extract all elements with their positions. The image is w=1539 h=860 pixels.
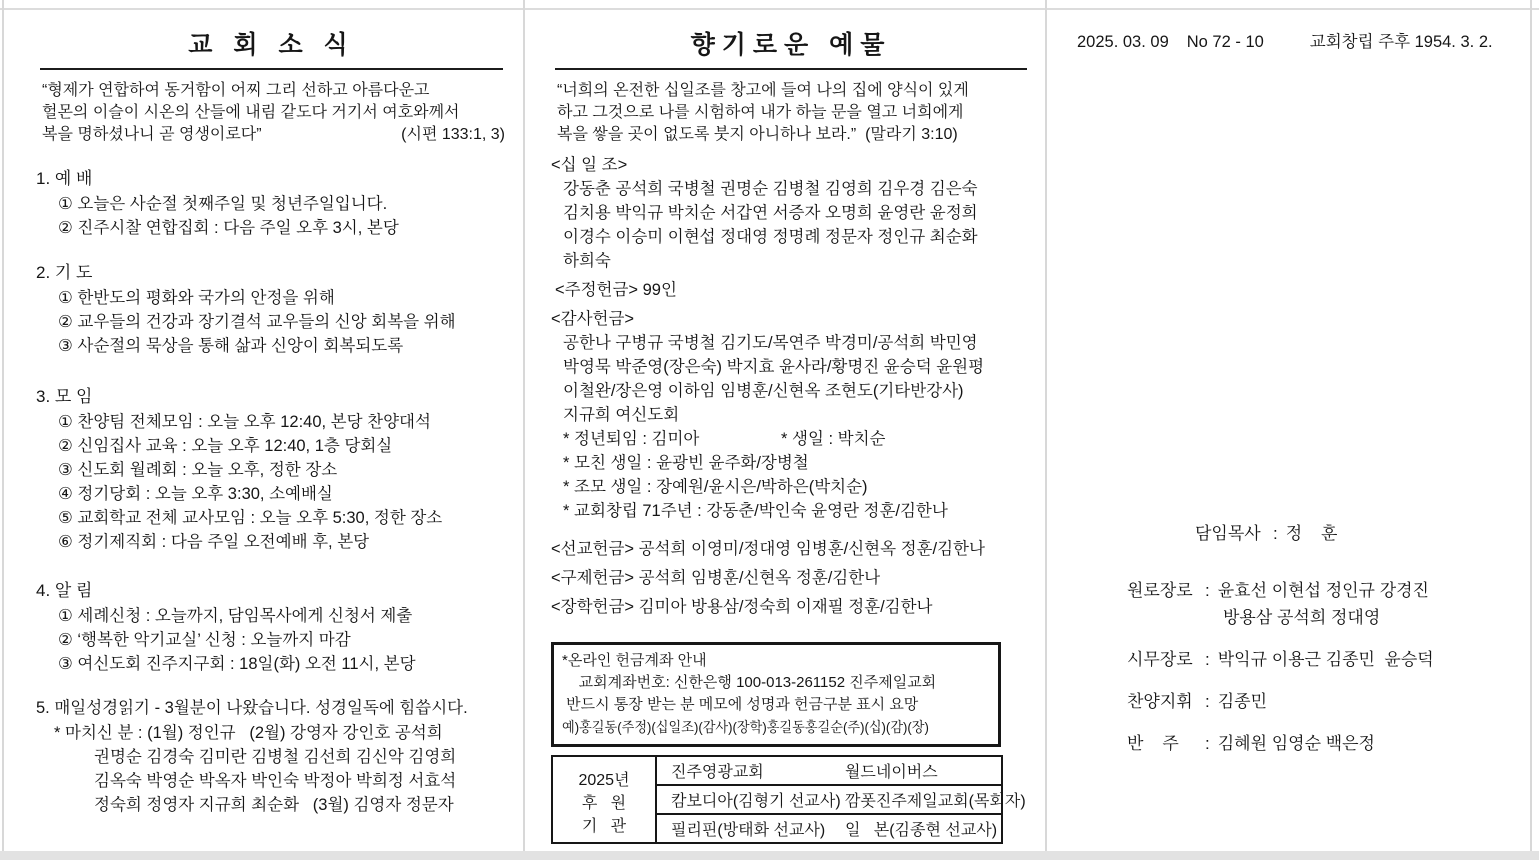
section-heading: 1. 예 배 [36,169,93,188]
malachi-verse [551,80,1031,146]
tithe-names: 강동춘 공석희 국병철 권명순 김병철 김영희 김우경 김은숙 [563,180,978,198]
support-row [656,814,1002,843]
staff-name: 윤효선 이현섭 정인규 강경진 [1217,581,1429,600]
bulletin-header [1077,30,1521,54]
tithe-names: 이경수 이승미 이현섭 정대영 정명례 정문자 정인규 최순화 [563,228,978,246]
thanks-offering-names: 지규희 여신도회 [563,406,680,424]
section-heading: 3. 모 임 [36,387,93,406]
support-row [656,756,1002,785]
church-founded-date: 교회창립 주후 1954. 3. 2. [1309,33,1493,51]
note-retirement: * 정년퇴임 : 김미아 [563,430,700,448]
support-table-header-cell [552,756,656,843]
online-giving-box [551,642,1001,747]
online-giving-title: *온라인 헌금계좌 안내 [562,652,707,669]
bulletin-issue-number: No 72 - 10 [1186,33,1264,51]
support-header-line: 후 원 [581,794,627,812]
support-organizations-table [551,755,1026,844]
section-item: ② ‘행복한 악기교실’ 신청 : 오늘까지 마감 [58,631,351,649]
note-mother-birthday: * 모친 생일 : 윤광빈 윤주화/장병철 [563,454,809,472]
bible-reading-finishers: * 마치신 분 : (1월) 정인규 (2월) 강영자 강인호 공석희 [54,724,443,742]
support-org: 일 본(김종현 선교사) [844,822,998,839]
relief-offering: <구제헌금> 공석희 임병훈/신현옥 정훈/김한나 [551,569,881,587]
support-org: 깜폿진주제일교회(목회자) [844,793,1026,810]
section-item: ① 찬양팀 전체모임 : 오늘 오후 12:40, 본당 찬양대석 [58,413,431,431]
staff-name: 김종민 [1217,692,1268,711]
thanks-offering-label: <감사헌금> [551,310,635,328]
panel-cover-info [1047,10,1531,852]
section-item: ① 오늘은 사순절 첫째주일 및 청년주일입니다. [58,195,388,213]
scholarship-offering: <장학헌금> 김미아 방용삼/정숙희 이재필 정훈/김한나 [551,598,933,616]
section-heading: 2. 기 도 [36,263,93,282]
staff-names-continued: 방용삼 공석희 정대영 [1223,608,1381,627]
section-item: ⑥ 정기제직회 : 다음 주일 오전예배 후, 본당 [58,533,370,551]
staff-block [1077,520,1517,757]
section-item: ② 신임집사 교육 : 오늘 오후 12:40, 1층 당회실 [58,437,393,455]
section-announcements [36,578,507,676]
section-item: ② 진주시찰 연합집회 : 다음 주일 오후 3시, 본당 [58,219,399,237]
support-org: 진주영광교회 [671,764,764,781]
section-item: ③ 여신도회 진주지구회 : 18일(화) 오전 11시, 본당 [58,655,416,673]
weekly-offering [551,279,1031,302]
section-item: ⑤ 교회학교 전체 교사모임 : 오늘 오후 5:30, 정한 장소 [58,509,443,527]
verse-line: “너희의 온전한 십일조를 창고에 들여 나의 집에 양식이 있게 [557,82,969,99]
bank-account-number: 교회계좌번호: 신한은행 100-013-261152 진주제일교회 [562,674,937,691]
offerings-title: 향기로운 예물 [555,28,1027,70]
staff-row-accompanists [1077,730,1517,757]
support-org: 캄보디아(김형기 선교사) [671,793,841,810]
mission-offering: <선교헌금> 공석희 이영미/정대영 임병훈/신현옥 정훈/김한나 [551,540,985,558]
section-worship [36,166,507,240]
staff-role: 반 주 [1127,734,1179,753]
tithe-names: 김치용 박익규 박치순 서갑연 서증자 오명희 윤영란 윤정희 [563,204,978,222]
section-heading: 5. 매일성경읽기 - 3월분이 나왔습니다. 성경일독에 힘씁시다. [36,699,468,717]
staff-row-serving-elders [1077,646,1517,673]
weekly-offering-label: <주정헌금> [555,281,639,299]
staff-role: 담임목사 [1195,524,1261,543]
tithe-names: 하희숙 [563,252,611,270]
support-org: 월드네이버스 [844,764,938,781]
section-item: ② 교우들의 건강과 장기결석 교우들의 신앙 회복을 위해 [58,313,456,331]
section-item: ③ 사순절의 묵상을 통해 삶과 신앙이 회복되도록 [58,337,404,355]
bulletin-date: 2025. 03. 09 [1077,33,1169,51]
section-item: ① 세례신청 : 오늘까지, 담임목사에게 신청서 제출 [58,607,413,625]
support-header-line: 기 관 [581,817,627,835]
thanks-offering-names: 공한나 구병규 국병철 김기도/목연주 박경미/공석희 박민영 [563,334,978,352]
staff-row-emeritus-elders [1077,577,1517,604]
staff-row-senior-pastor [1077,520,1517,547]
bible-reading-finishers: 권명순 김경숙 김미란 김병철 김선희 김신악 김영희 [94,748,457,766]
staff-role: 원로장로 [1127,581,1193,600]
thanks-offering-names: 박영묵 박준영(장은숙) 박지효 윤사라/황명진 윤승덕 윤원평 [563,358,985,376]
divider-left-middle [523,0,525,860]
support-org: 필리핀(방태화 선교사) [671,822,826,839]
staff-role: 시무장로 [1127,650,1193,669]
verse-line: 복을 명하셨나니 곧 영생이로다” [42,126,262,143]
staff-separator: : [1205,581,1210,600]
section-prayer [36,260,507,358]
weekly-offering-count: 99인 [642,281,677,299]
section-heading: 4. 알 림 [36,581,93,600]
tithe-section [551,154,1031,273]
online-giving-example: 예)홍길동(주정)(십일조)(감사)(장학)홍길동홍길순(주)(십)(감)(장) [562,719,929,735]
tithe-label: <십 일 조> [551,156,628,174]
section-bible-reading [36,696,507,817]
verse-line: “형제가 연합하여 동거함이 어찌 그리 선하고 아름다운고 [42,82,430,99]
online-giving-instruction: 반드시 통장 받는 분 메모에 성명과 헌금구분 표시 요망 [562,696,919,713]
section-item: ④ 정기당회 : 오늘 오후 3:30, 소예배실 [58,485,333,503]
staff-name: 박익규 이용근 김종민 윤승덕 [1217,650,1434,669]
support-row [656,785,1026,814]
bible-reading-finishers: 정숙희 정영자 지규희 최순화 (3월) 김영자 정문자 [94,796,454,814]
staff-name: 정 훈 [1285,524,1338,543]
panel-offerings [527,10,1045,852]
note-grandmother-birthday: * 조모 생일 : 장예원/윤시은/박하은(박치순) [563,478,868,496]
thanks-offering-section [551,308,1031,427]
panel-church-news [2,10,523,852]
church-news-title: 교 회 소 식 [40,28,503,70]
psalm-verse [36,80,507,146]
bible-reading-finishers: 김옥숙 박영순 박옥자 박인숙 박정아 박희정 서효석 [94,772,457,790]
staff-role: 찬양지휘 [1127,692,1193,711]
staff-separator: : [1205,650,1210,669]
staff-name: 김혜원 임영순 백은정 [1217,734,1375,753]
staff-separator: : [1205,734,1210,753]
staff-separator: : [1205,692,1210,711]
note-retirement-birthday [551,427,1031,451]
thanks-offering-names: 이철완/장은영 이하임 임병훈/신현옥 조현도(기타반강사) [563,382,964,400]
verse-reference: (시편 133:1, 3) [401,126,505,143]
section-meetings [36,384,507,554]
staff-row-choir-conductor [1077,688,1517,715]
verse-line: 하고 그것으로 나를 시험하여 내가 하늘 문을 열고 너희에게 [557,104,964,121]
bottom-margin-band [0,851,1539,860]
verse-line: 헐몬의 이슬이 시온의 산들에 내림 같도다 거기서 여호와께서 [42,104,460,121]
support-header-line: 2025년 [578,771,630,789]
thanks-notes [551,427,1031,523]
note-church-anniversary: * 교회창립 71주년 : 강동춘/박인숙 윤영란 정훈/김한나 [563,502,948,520]
section-item: ③ 신도회 월례회 : 오늘 오후, 정한 장소 [58,461,338,479]
staff-separator: : [1273,524,1278,543]
verse-line: 복을 쌓을 곳이 없도록 붓지 아니하나 보라.” (말라기 3:10) [557,126,958,143]
note-birthday: * 생일 : 박치순 [781,430,886,448]
section-item: ① 한반도의 평화와 국가의 안정을 위해 [58,289,335,307]
